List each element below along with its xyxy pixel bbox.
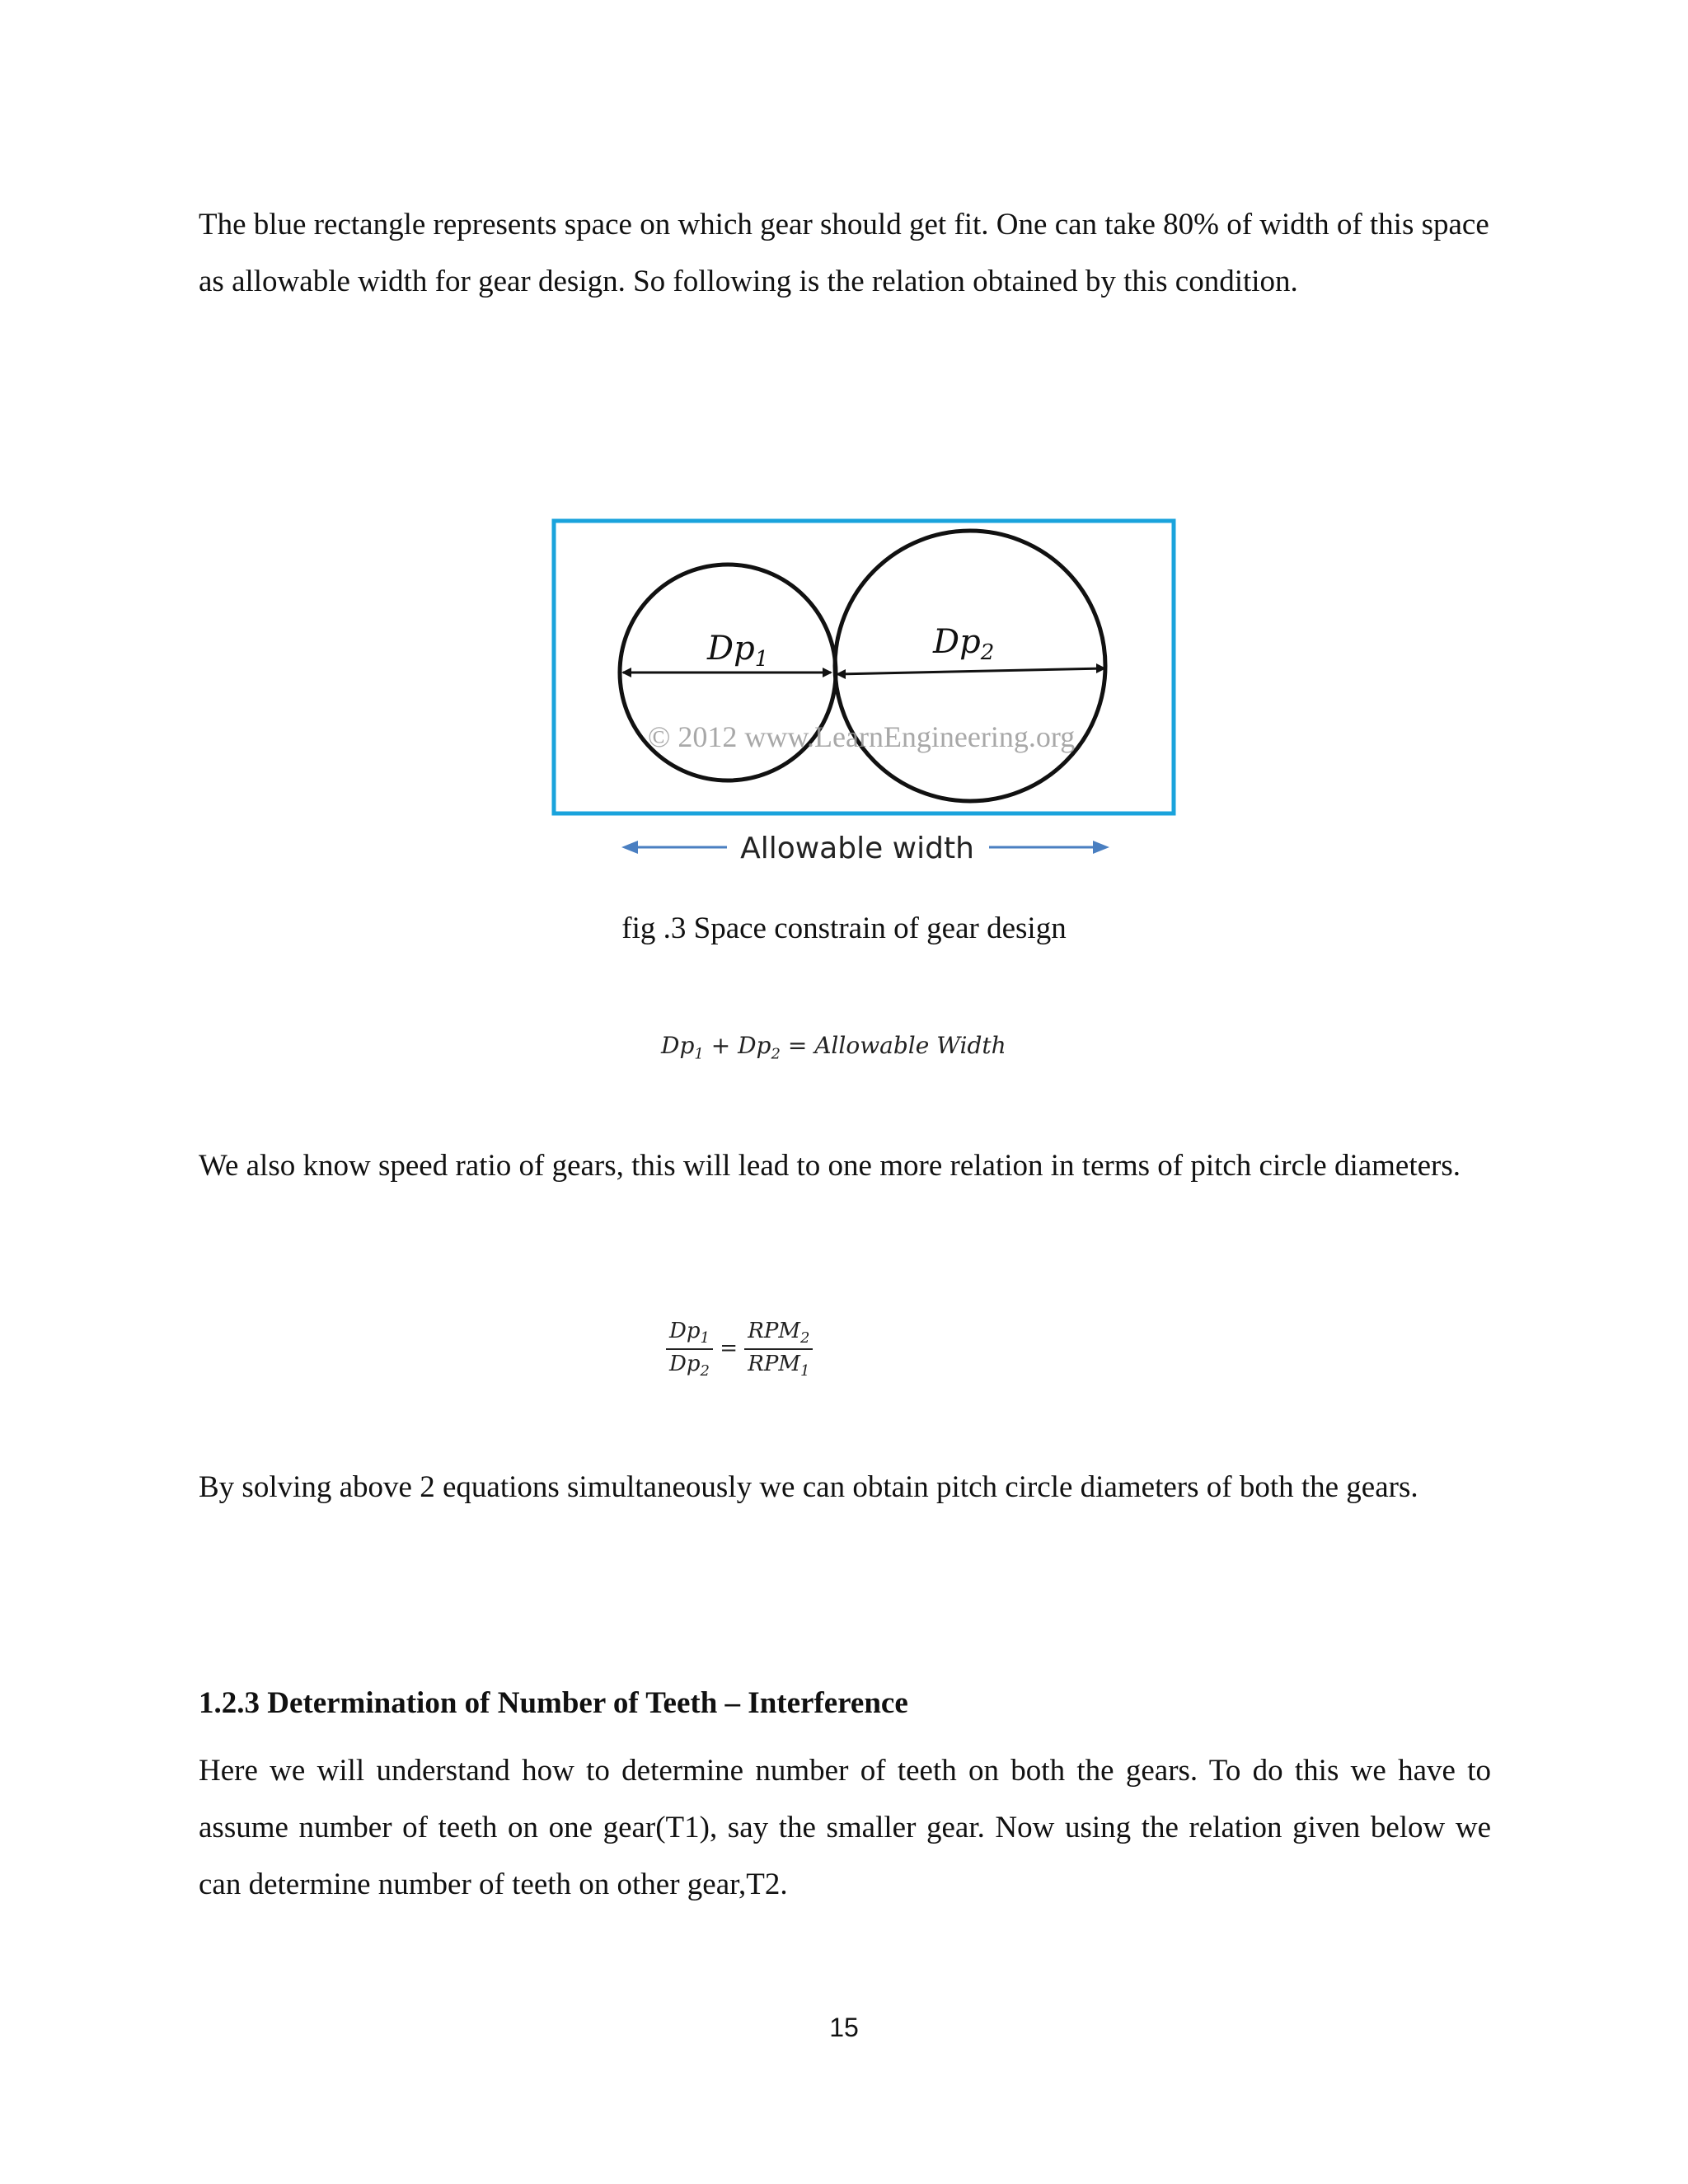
fraction-rpm: $\frac{RPM_2}{RPM_1}$	[744, 1319, 813, 1380]
figure-caption: fig .3 Space constrain of gear design	[621, 912, 1067, 945]
allowable-width-label: Allowable width	[740, 832, 974, 865]
paragraph-teeth: Here we will understand how to determine number of teeth on both the gears. To do this we have to assume number of teeth on one gear(T1), say the smaller gear. Now using the relation given below we can determine number of teeth on other gear,T2.	[199, 1754, 1491, 1901]
paragraph-speed-ratio: We also know speed ratio of gears, this will lead to one more relation in terms of pitch circle diameters.	[199, 1149, 1461, 1183]
width-arrow-right-head	[1093, 841, 1109, 854]
equation-speed-ratio: $\frac{Dp_1}{Dp_2}$ = $\frac{RPM_2}{RPM_1}$	[666, 1319, 813, 1380]
gear-figure	[536, 511, 1179, 878]
section-heading: 1.2.3 Determination of Number of Teeth – Interference	[199, 1686, 908, 1720]
dp1-arrow-right	[823, 668, 832, 677]
dp2-label: $Dp_2$	[933, 623, 995, 665]
paragraph-intro: The blue rectangle represents space on which gear should get fit. One can take 80% of width of this space as allowable width for gear design. So following is the relation obtained by this condition.	[199, 208, 1489, 298]
dp2-dimension-line	[837, 668, 1104, 674]
watermark-text: © 2012 www.LearnEngineering.org	[648, 720, 1076, 753]
width-arrow-left-head	[621, 841, 638, 854]
equation-allowable-width: $Dp_1 + Dp_2$ = Allowable Width	[661, 1032, 1006, 1063]
gear-diagram	[536, 511, 1179, 874]
dp1-label: $Dp_1$	[707, 630, 769, 672]
space-rectangle	[554, 521, 1174, 813]
paragraph-solving: By solving above 2 equations simultaneously we can obtain pitch circle diameters of both the gears.	[199, 1470, 1418, 1504]
dp1-arrow-left	[621, 668, 631, 677]
fraction-dp: $\frac{Dp_1}{Dp_2}$	[666, 1319, 713, 1380]
gear-circle-large	[835, 531, 1105, 801]
page-number: 15	[829, 2013, 859, 2042]
